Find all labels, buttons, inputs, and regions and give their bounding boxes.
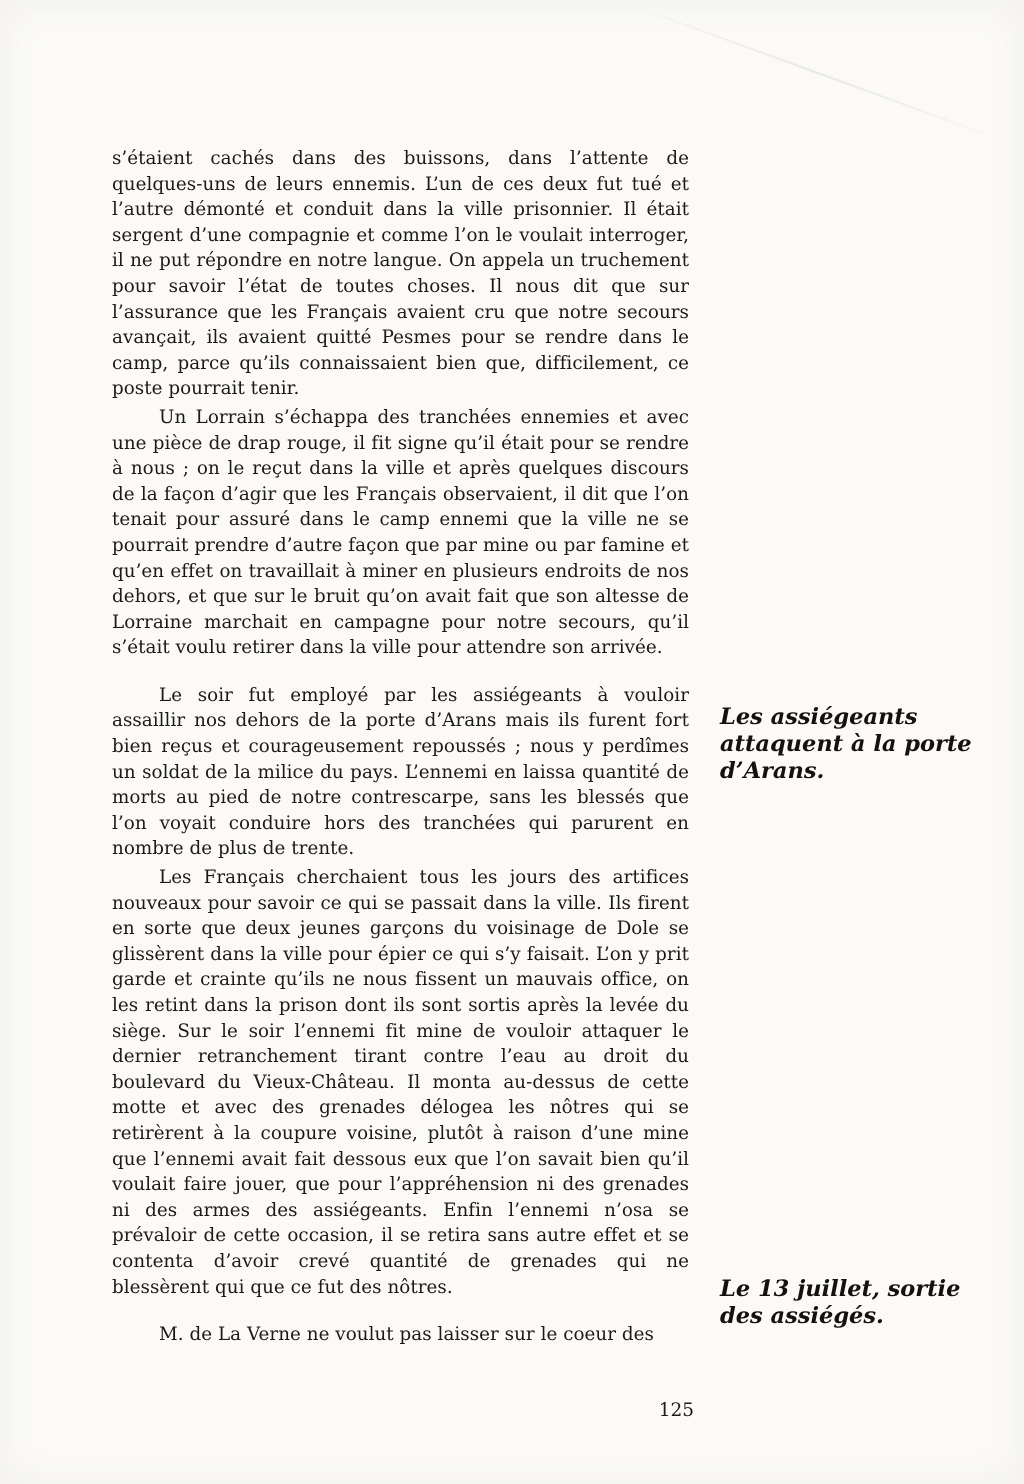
margin-note: Le 13 juillet, sortie des assiégés. <box>720 1276 961 1329</box>
paragraph: M. de La Verne ne voulut pas laisser sur le coeur des <box>159 1324 654 1346</box>
margin-note: Les assiégeants attaquent à la porte d’Arans. <box>720 704 972 784</box>
paragraph: Les Français cherchaient tous les jours des artifices nouveaux pour savoir ce qui se passait dans la ville. Ils firent en sorte que deux jeunes garçons du voisinage de Dole se glissèrent dans la ville pour épier ce qui s’y faisait. L’on y prit garde et crainte qu’ils ne nous fissent un mauvais office, on les retint dans la prison dont ils sont sortis après la levée du siège. Sur le soir l’ennemi fit mine de vouloir attaquer le dernier retranchement tirant contre l’eau au droit du boulevard du Vieux-Château. Il monta au-dessus de cette motte et avec des grenades délogea les nôtres qui se retirèrent à la coupure voisine, plutôt à raison d’une mine que l’ennemi avait fait dessous eux que l’on savait bien qu’il voulait faire jouer, que pour l’appréhension ni des grenades ni des armes des assiégeants. Enfin l’ennemi n’osa se prévaloir de cette occasion, il se retira sans autre effet et se contenta d’avoir crevé quantité de grenades qui ne blessèrent qui que ce fut des nôtres. <box>112 867 689 1298</box>
paper-fold-mark <box>619 0 1014 146</box>
paragraph: Un Lorrain s’échappa des tranchées ennemies et avec une pièce de drap rouge, il fit signe qu’il était pour se rendre à nous ; on le reçut dans la ville et après quelques discours de la façon d’agir que les Français observaient, il dit que l’on tenait pour assuré dans le camp ennemi que la ville ne se pourrait prendre d’autre façon que par mine ou par famine et qu’en effet on travaillait à miner en plusieurs endroits de nos dehors, et que sur le bruit qu’on avait fait que son altesse de Lorraine marchait en campagne pour notre secours, qu’il s’était voulu retirer dans la ville pour attendre son arrivée. <box>112 406 689 659</box>
paragraph: s’étaient cachés dans des buissons, dans l’attente de quelques-uns de leurs ennemis. L’un de ces deux fut tué et l’autre démonté et conduit dans la ville prisonnier. Il était sergent d’une compagnie et comme l’on le voulait interroger, il ne put répondre en notre langue. On appela un truchement pour savoir l’état de toutes choses. Il nous dit que sur l’assurance que les Français avaient cru que notre secours avançait, ils avaient quitté Pesmes pour se rendre dans le camp, parce qu’ils connaissaient bien que, difficilement, ce poste pourrait tenir. <box>112 148 689 400</box>
paragraph: Le soir fut employé par les assiégeants à vouloir assaillir nos dehors de la porte d’Arans mais ils furent fort bien reçus et courageusement repoussés ; nous y perdîmes un soldat de la milice du pays. L’ennemi en laissa quantité de morts au pied de notre contrescarpe, sans les blessés que l’on voyait conduire hors des tranchées qui parurent en nombre de plus de trente. <box>112 684 689 860</box>
page-number: 125 <box>658 1400 694 1421</box>
main-text-column <box>112 146 689 1348</box>
